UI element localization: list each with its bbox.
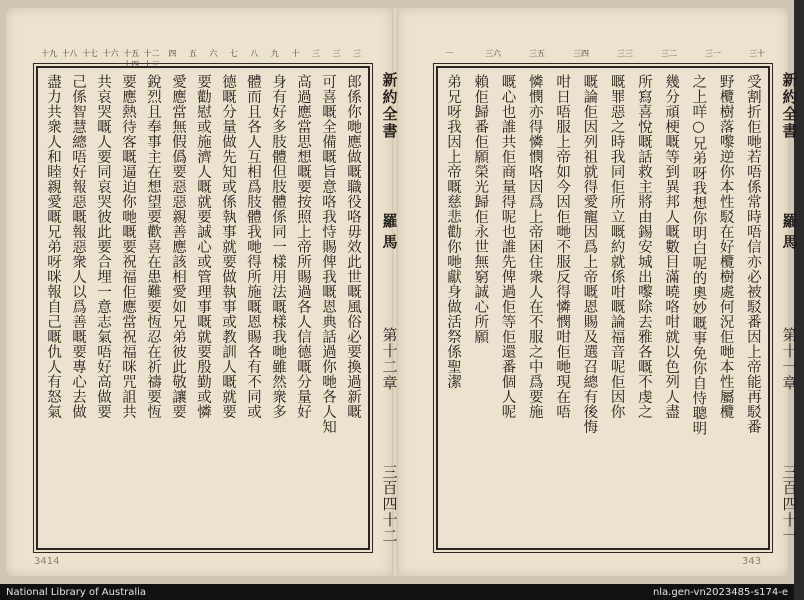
left-text-column: 盡力共衆人和睦親愛嘅兄弟呀咪報自己嘅仇人有怒氣 [45,74,61,419]
right-text-column: 嘅論佢因列祖就得愛寵因爲上帝嘅恩賜及選召總有後悔 [581,74,598,434]
left-verse-number: 四 [168,49,177,58]
right-text-column: 憐憫亦得憐憫咯因爲上帝困住衆人在不服之中爲要施 [526,74,543,419]
right-text-column: 所寫喜悅嘅話救主將由錫安城出嚟除去雅各嘅不虔之 [635,74,652,419]
left-verse-number: 十九 [41,49,57,58]
left-text-column: 郎係你哋應做嘅職役咯毋效此世嘅風俗必要換過新嘅 [345,74,361,419]
left-verse-number: 十五十四 [123,49,140,69]
right-verse-number: 三一 [705,49,721,58]
right-text-column: 幾分頑梗嘅等到異邦人嘅數目滿曉咯咁就以色列人盡 [663,74,680,419]
right-text-column: 弟兄呀我因上帝嘅慈悲勸你哋獻身做活祭係聖潔 [445,74,461,389]
right-verse-numbers [438,48,768,64]
left-text-column: 要勸慰或施濟人嘅就要誠心或管理事嘅就要殷勤或憐 [195,74,211,419]
left-verse-number: 六 [209,49,218,58]
right-verse-number: 三六 [485,49,501,58]
left-text-column: 德嘅分量做先知或係執事就要做執事或教訓人嘅就要 [220,74,236,419]
left-verse-number: 十二十三 [143,49,160,69]
left-text-column: 愛應當無假僞要惡惡親善應該相愛如兄弟彼此敬讓要 [170,74,186,419]
right-verse-number: 三十 [749,49,765,58]
left-text-column: 高過應當思想嘅要按照上帝所賜過各人信德嘅分量好 [295,74,311,419]
left-text-column: 體而且各人互相爲肢體我哋得所施嘅恩賜各有不同或 [245,74,261,419]
right-page-number: 三百四十一 [780,463,799,544]
footer-bar [0,584,794,600]
left-text-column: 可喜嘅全備嘅旨意咯我恃賜俾我嘅恩典話過你哋各人知 [320,74,336,434]
right-text-column: 之上咩○兄弟呀我想你明白呢的奧妙嘅事免你自恃聰明 [690,74,707,436]
right-text-columns [442,74,764,542]
left-text-column: 身有好多肢體但肢體係同一樣用法嘅樣我哋雖然衆多 [270,74,286,419]
left-verse-numbers [38,48,368,69]
left-verse-number: 十七 [82,49,99,58]
left-text-column: 銳烈且奉事主在想望要歡喜在患難要恆忍在祈禱要恆 [145,74,161,419]
left-verse-number: 九 [270,49,279,58]
left-verse-number: 三 [352,49,361,58]
left-book-name: 羅馬 [380,212,399,255]
left-verse-number: 七 [229,49,238,58]
left-text-column: 要應熱待客嘅逼迫你哋嘅要祝福佢應當祝福咪咒詛共 [120,74,136,419]
left-page-number: 三百四十二 [380,463,399,544]
left-text-columns [42,74,364,542]
right-verse-number: 三三 [617,49,633,58]
right-verse-number: 三二 [661,49,677,58]
right-title-band [776,72,804,544]
right-handwritten-number: 343 [742,556,762,567]
right-book-name: 羅馬 [780,212,799,255]
right-text-column: 受割折佢哋若唔係常時唔信亦必被駁番因上帝能再駁番 [744,74,761,434]
footer-library-name: National Library of Australia [6,586,147,598]
left-page [6,8,399,576]
right-text-column: 咁日唔服上帝如今因佢哋不服反得憐憫咁佢哋現在唔 [554,74,571,419]
footer-identifier: nla.gen-vn2023485-s174-e [652,586,788,598]
left-verse-number: 三 [311,49,320,58]
left-verse-number: 五 [188,49,197,58]
right-verse-number: 一 [445,49,453,58]
left-handwritten-number: 3414 [34,556,60,567]
left-text-frame [36,49,399,550]
right-verse-number: 三五 [529,49,545,58]
left-verse-number: 十 [291,49,300,58]
left-verse-number: 三 [332,49,341,58]
right-text-column: 嘅心也誰共佢商量得呢也誰先俾過佢等佢還番個人呢 [499,74,516,419]
left-chapter: 第十二章 [380,327,399,392]
left-text-column: 共哀哭嘅人要同哀哭彼此要合埋一意志氣唔好高做要 [95,74,111,419]
right-text-frame [436,49,799,550]
right-chapter: 第十一章 [780,327,799,392]
left-text-column: 己係智慧總唔好報惡嘅報惡衆人以爲善嘅要專心去做 [70,74,86,419]
right-text-column: 野欖樹落嚟逆你本性駁在好欖樹處何況佢哋本性屬欖 [717,74,734,419]
right-page [398,8,799,576]
right-book-title: 新約全書 [780,72,799,140]
left-verse-number: 十六 [102,49,119,58]
left-verse-number: 八 [250,49,259,58]
left-book-title: 新約全書 [380,72,399,140]
right-verse-number: 三四 [573,49,589,58]
right-text-column: 嘅罪惡之時我同佢所立嘅約就係咁嘅論福音呢佢因你 [608,74,625,419]
right-text-column: 賴佢歸番佢願榮光歸佢永世無窮誠心所願 [472,74,489,344]
left-verse-number: 十八 [61,49,78,58]
